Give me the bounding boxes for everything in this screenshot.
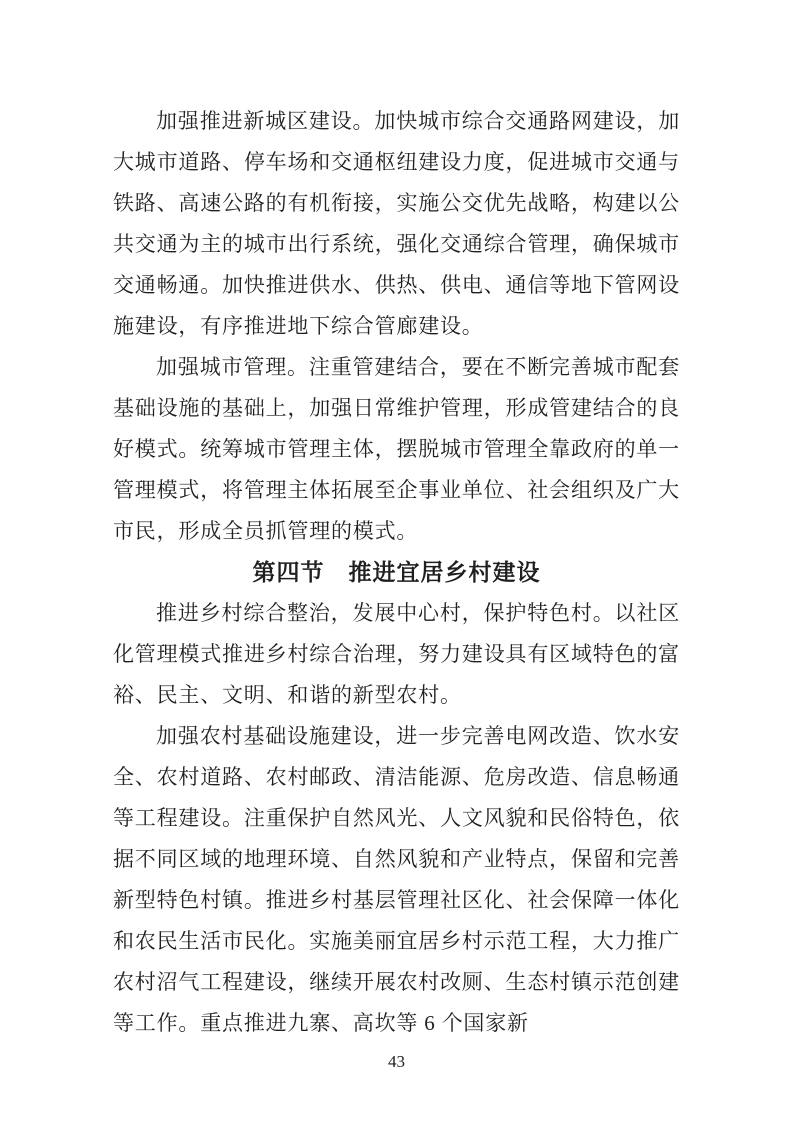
page-number: 43 (388, 1052, 405, 1071)
paragraph-rural-renovation: 推进乡村综合整治，发展中心村，保护特色村。以社区化管理模式推进乡村综合治理，努力建设具有区域特色的富裕、民主、文明、和谐的新型农村。 (113, 601, 680, 707)
paragraph-rural-infrastructure: 加强农村基础设施建设，进一步完善电网改造、饮水安全、农村道路、农村邮政、清洁能源、危房改造、信息畅通等工程建设。注重保护自然风光、人文风貌和民俗特色，依据不同区域的地理环境、自然风貌和产业特点，保留和完善新型特色村镇。推进乡村基层管理社区化、社会保障一体化和农民生活市民化。实施美丽宜居乡村示范工程，大力推广农村沼气工程建设，继续开展农村改厕、生态村镇示范创建等工作。重点推进九寨、高坎等 6 个国家新 (113, 724, 680, 1035)
section-heading: 第四节 推进宜居乡村建设 (252, 560, 541, 585)
paragraph-urban-construction: 加强推进新城区建设。加快城市综合交通路网建设，加大城市道路、停车场和交通枢纽建设力度，促进城市交通与铁路、高速公路的有机衔接，实施公交优先战略，构建以公共交通为主的城市出行系统，强化交通综合管理，确保城市交通畅通。加快推进供水、供热、供电、通信等地下管网设施建设，有序推进地下综合管廊建设。 (113, 109, 680, 338)
text-block (113, 101, 680, 1044)
paragraph-urban-management: 加强城市管理。注重管建结合，要在不断完善城市配套基础设施的基础上，加强日常维护管理，形成管建结合的良好模式。统筹城市管理主体，摆脱城市管理全靠政府的单一管理模式，将管理主体拓展至企事业单位、社会组织及广大市民，形成全员抓管理的模式。 (113, 355, 680, 543)
